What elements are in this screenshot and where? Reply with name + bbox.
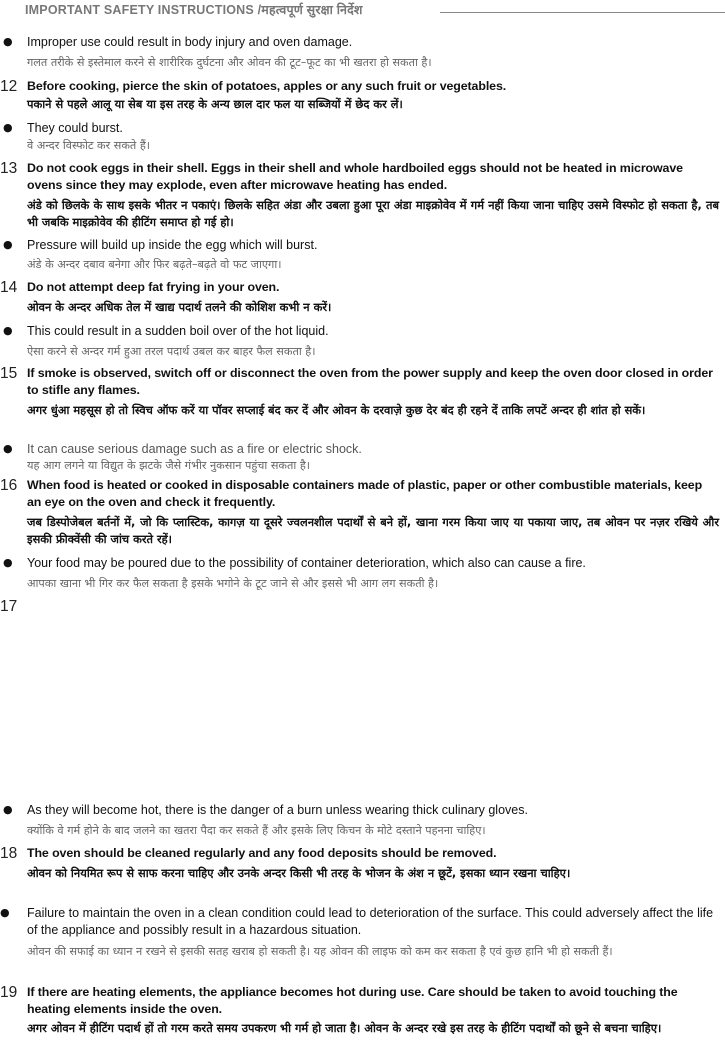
hindi-text: अंडे को छिलके के साथ इसके भीतर न पकाएं। छिलके सहित अंडा और उबला हुआ पूरा अंडा माइक्रोवेव में गर्म नहीं किया जाना चाहिए उसमे विस्फोट हो सकता है, तब भी जबकि माइक्रोवेव की हीटिंग समाप्त हो गई हो।: [27, 198, 719, 229]
item-number: 19: [0, 984, 18, 1001]
hindi-text: अगर ओवन में हीटिंग पदार्थ हों तो गरम करते समय उपकरण भी गर्म हो जाता है। ओवन के अन्दर रखे इस तरह के हीटिंग पदार्थों को छूने से बचना चाहिए।: [27, 1021, 662, 1035]
bullet-dot: ●: [0, 906, 10, 919]
bullet-dot: ●: [3, 324, 13, 337]
page-header: [0, 0, 725, 18]
item-number: 15: [0, 365, 18, 382]
english-text: When food is heated or cooked in disposable containers made of plastic, paper or other combustible materials, keep an eye on the oven and check it frequently.: [27, 478, 703, 509]
english-text: Improper use could result in body injury and oven damage.: [27, 35, 353, 49]
hindi-text: आपका खाना भी गिर कर फैल सकता है इसके भगोने के टूट जाने से और इससे भी आग लग सकती है।: [27, 577, 439, 590]
english-text: If there are heating elements, the appliance becomes hot during use. Care should be taken to avoid touching the heating elements inside the oven.: [27, 985, 678, 1016]
bullet-dot: ●: [3, 803, 13, 816]
header-title: IMPORTANT SAFETY INSTRUCTIONS /महत्वपूर्ण सुरक्षा निर्देश: [25, 3, 363, 17]
hindi-text: ओवन के अन्दर अधिक तेल में खाद्य पदार्थ तलने की कोशिश कभी न करें।: [27, 300, 332, 314]
hindi-text: अंडे के अन्दर दबाव बनेगा और फिर बढ़ते–बढ़ते वो फट जाएगा।: [27, 258, 282, 271]
hindi-text: क्योंकि वे गर्म होने के बाद जलने का खतरा पैदा कर सकते हैं और इसके लिए किचन के मोटे दस्ताने पहनना चाहिए।: [27, 824, 486, 837]
hindi-text: अगर धुंआ महसूस हो तो स्विच ऑफ करें या पॉवर सप्लाई बंद कर दें और ओवन के दरवाज़े कुछ देर बंद ही रहने दें ताकि लपटें अन्दर ही शांत हो सकें।: [27, 403, 646, 417]
hindi-text: वे अन्दर विस्फोट कर सकते हैं।: [27, 139, 151, 152]
header-rule: [440, 12, 725, 13]
english-text: Pressure will build up inside the egg which will burst.: [27, 238, 318, 252]
hindi-text: ओवन की सफाई का ध्यान न रखने से इसकी सतह खराब हो सकती है। यह ओवन की लाइफ को कम कर सकता है एवं कुछ हानि भी हो सकती हैं।: [27, 945, 613, 958]
bullet-dot: ●: [3, 442, 13, 455]
hindi-text: पकाने से पहले आलू या सेब या इस तरह के अन्य छाल दार फल या सब्जियों में छेद कर लें।: [27, 97, 403, 111]
item-number: 13: [0, 160, 18, 177]
item-number: 16: [0, 477, 18, 494]
english-text: The oven should be cleaned regularly and any food deposits should be removed.: [27, 846, 497, 860]
english-text: They could burst.: [27, 121, 123, 135]
english-text: Your food may be poured due to the possibility of container deterioration, which also can cause a fire.: [27, 556, 586, 570]
item-number: 17: [0, 598, 18, 615]
english-text: Do not cook eggs in their shell. Eggs in their shell and whole hardboiled eggs should not be heated in microwave ovens since they may explode, even after microwave heating has ended.: [27, 161, 683, 192]
english-text: If smoke is observed, switch off or disconnect the oven from the power supply and keep the oven door closed in order to stifle any flames.: [27, 366, 713, 397]
english-text: It can cause serious damage such as a fire or electric shock.: [27, 442, 362, 456]
bullet-dot: ●: [3, 556, 13, 569]
english-text: Before cooking, pierce the skin of potatoes, apples or any such fruit or vegetables.: [27, 79, 507, 93]
english-text: Do not attempt deep fat frying in your oven.: [27, 280, 280, 294]
bullet-dot: ●: [3, 35, 13, 48]
item-number: 14: [0, 279, 18, 296]
bullet-dot: ●: [3, 238, 13, 251]
hindi-text: जब डिस्पोजेबल बर्तनों में, जो कि प्लास्टिक, कागज़ या दूसरे ज्वलनशील पदार्थों से बने हों, खाना गरम किया जाए या पकाया जाए, तब ओवन पर नज़र रखिये और इसकी फ्रीक्वेंसी की जांच करते रहें।: [27, 515, 719, 546]
hindi-text: ऐसा करने से अन्दर गर्म हुआ तरल पदार्थ उबल कर बाहर फैल सकता है।: [27, 345, 316, 358]
item-number: 18: [0, 845, 18, 862]
hindi-text: यह आग लगने या विद्युत के झटके जैसे गंभीर नुकसान पहुंचा सकता है।: [27, 459, 311, 472]
hindi-text: गलत तरीके से इस्तेमाल करने से शारीरिक दुर्घटना और ओवन की टूट–फूट का भी खतरा हो सकता है।: [27, 56, 432, 69]
english-text: This could result in a sudden boil over of the hot liquid.: [27, 324, 329, 338]
bullet-dot: ●: [3, 121, 13, 134]
hindi-text: ओवन को नियमित रूप से साफ करना चाहिए और उनके अन्दर किसी भी तरह के भोजन के अंश न छूटें, इसका ध्यान रखना चाहिए।: [27, 866, 571, 880]
item-number: 12: [0, 78, 18, 95]
english-text: Failure to maintain the oven in a clean condition could lead to deterioration of the surface. This could adversely affect the life of the appliance and possibly result in a hazardous situation.: [27, 906, 714, 937]
english-text: As they will become hot, there is the danger of a burn unless wearing thick culinary gloves.: [27, 803, 528, 817]
